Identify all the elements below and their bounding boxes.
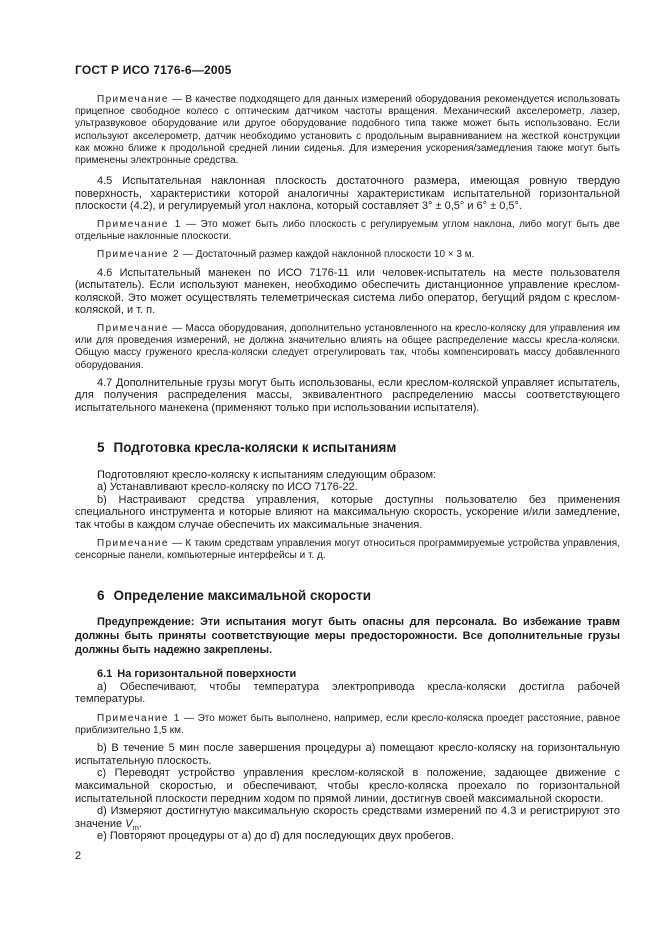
section-5-heading (75, 440, 620, 455)
paragraph-5-intro: Подготовляют кресло-коляску к испытаниям следующим образом: (97, 468, 437, 481)
note-5 (75, 538, 620, 562)
note-label: Примечание (97, 94, 169, 105)
paragraph-4-5: 4.5 Испытательная наклонная плоскость достаточного размера, имеющая ровную твердую поверхность, характеристики которой аналогичны характеристикам испытательной горизонтальной плоскости (4.2), и регулируемый угол наклона, который составляет 3° ± 0,5° и 6° ± 0,5°. (75, 175, 620, 213)
velocity-symbol: V (125, 817, 133, 830)
section-6-heading (75, 588, 620, 603)
section-title: Определение максимальной скорости (113, 587, 372, 603)
warning-text: Предупреждение: Эти испытания могут быть опасны для персонала. Во избежание травм должны быть приняты соответствующие меры предосторожности. Все дополнительные грузы должны быть надежно закреплены. (75, 615, 620, 657)
sentence-end: . (138, 817, 142, 830)
doc-header: ГОСТ Р ИСО 7176-6—2005 (75, 63, 232, 77)
note-6-1 (75, 713, 620, 737)
paragraph-4-7: 4.7 Дополнительные грузы могут быть использованы, если креслом-коляской управляет испытатель, для получения распределения массы, эквивалентного распределению массы соответствующего испытательного манекена (применяют только при использовании испытателя). (75, 376, 620, 414)
note-4-6 (75, 323, 620, 372)
note-label: Примечание 2 (97, 249, 181, 261)
note-measuring-equipment (75, 94, 620, 167)
list-item-6-1-d (75, 805, 620, 830)
section-6-1-heading (75, 668, 620, 681)
note-label: Примечание 1 (97, 712, 181, 724)
note-text: — В качестве подходящего для данных измерений оборудования рекомендуется использовать прицепное свободное колесо с оптическим датчиком частоты вращения. Механический акселерометр, лазер, ультразвуковое оборудование или другое оборудование подобного типа также может быть использовано. Если используют акселерометр, датчик необходимо установить с продольным выравниванием на жесткой конструкции как можно ближе к продольной средней линии сиденья. Для измерения ускорения/замедления также могут быть применены электронные средства. (75, 94, 620, 167)
list-item-5-b: b) Настраивают средства управления, которые доступны пользователю без применения специального инструмента и которые влияют на максимальную скорость, ускорение и/или замедление, так чтобы в каждом случае обеспечить их максимальные значения. (75, 493, 620, 531)
section-number: 6 (97, 587, 105, 603)
note-4-5-1 (75, 219, 620, 243)
section-title: Подготовка кресла-коляски к испытаниям (113, 439, 397, 455)
paragraph-4-6: 4.6 Испытательный манекен по ИСО 7176-11 или человек-испытатель на месте пользователя (испытатель). Если используют манекен, необходимо обеспечить дистанционное управление креслом-коляской. Это может осуществлять телеметрическая система либо оператор, бегущий рядом с креслом-коляской, и т. п. (75, 266, 620, 317)
note-label: Примечание (97, 537, 169, 549)
section-number: 5 (97, 439, 105, 455)
note-text: — Масса оборудования, дополнительно установленного на кресло-коляску для управления им или для проведения измерений, не должна значительно влиять на общее распределение массы кресла-коляски. Общую массу груженого кресла-коляски следует отрегулировать так, чтобы компенсировать массу добавленного оборудования. (75, 322, 620, 371)
section-title: На горизонтальной поверхности (117, 667, 297, 680)
note-text: — К таким средствам управления могут относиться программируемые устройства управления, сенсорные панели, компьютерные интерфейсы и т. д. (75, 537, 620, 561)
section-number: 6.1 (97, 667, 113, 680)
note-text: — Достаточный размер каждой наклонной плоскости 10 × 3 м. (182, 249, 475, 261)
note-4-5-2 (75, 249, 620, 261)
note-text: — Это может быть либо плоскость с регулируемым углом наклона, либо могут быть две отдельные наклонные плоскости. (75, 219, 620, 243)
list-item-6-1-c: c) Переводят устройство управления креслом-коляской в положение, задающее движение с максимальной скоростью, и обеспечивают, чтобы кресло-коляска проехало по горизонтальной испытательной плоскости передним ходом по прямой линии, достигнув своей максимальной скорости. (75, 767, 620, 805)
list-item-6-1-b: b) В течение 5 мин после завершения процедуры a) помещают кресло-коляску на горизонтальную испытательную плоскость. (75, 742, 620, 767)
page-number: 2 (75, 849, 82, 862)
note-text: — Это может быть выполнено, например, если кресло-коляска проедет расстояние, равное приблизительно 1,5 км. (75, 712, 621, 736)
list-item-6-1-e: e) Повторяют процедуры от a) до d) для последующих двух пробегов. (97, 830, 454, 843)
list-item-text: d) Измеряют достигнутую максимальную скорость средствами измерений по 4.3 и регистрируют это значение (75, 805, 620, 830)
list-item-6-1-a: a) Обеспечивают, чтобы температура электропривода кресла-коляски достигла рабочей температуры. (75, 680, 620, 706)
velocity-subscript: m (132, 822, 139, 832)
note-label: Примечание 1 (97, 219, 182, 230)
list-item-5-a: a) Устанавливают кресло-коляску по ИСО 7176-22. (97, 481, 358, 494)
note-label: Примечание (97, 322, 169, 334)
